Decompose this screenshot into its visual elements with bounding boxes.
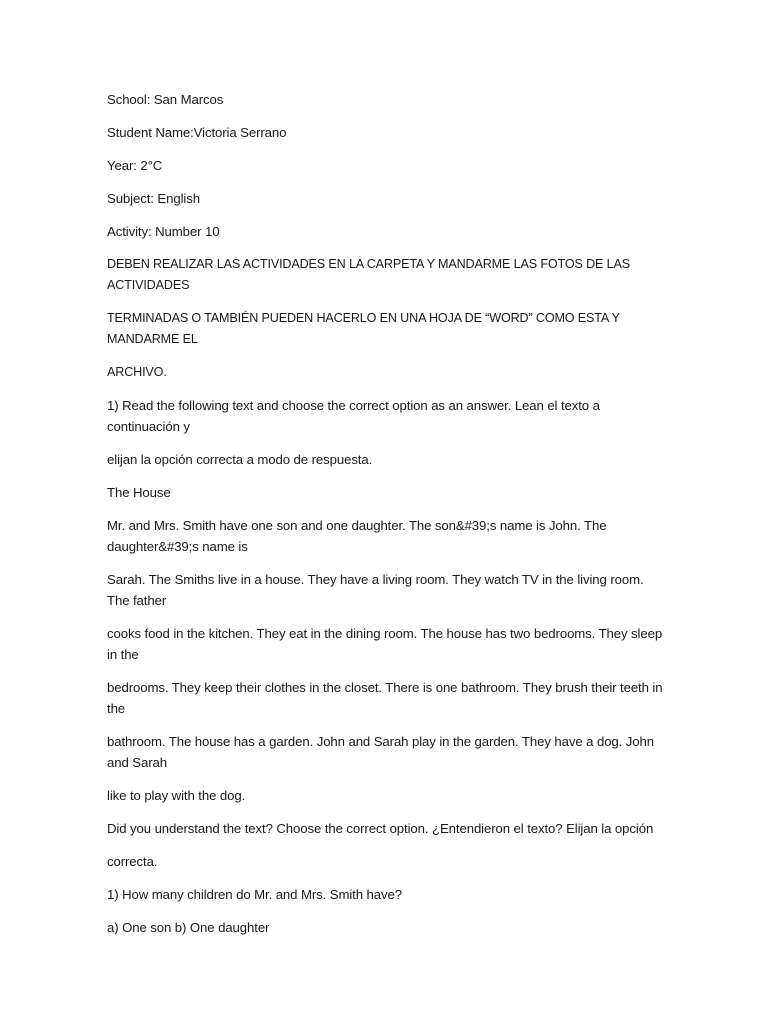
document-page (107, 89, 667, 950)
comprehension-prompt-1: Did you understand the text? Choose the correct option. ¿Entendieron el texto? Elijan la opción (107, 821, 654, 836)
reading-paragraph-1: Mr. and Mrs. Smith have one son and one daughter. The son&#39;s name is John. The daughter&#39;s name is (107, 518, 607, 554)
student-name-line: Student Name:Victoria Serrano (107, 125, 287, 140)
year-line: Year: 2°C (107, 158, 163, 173)
reading-paragraph-3: cooks food in the kitchen. They eat in the dining room. The house has two bedrooms. They sleep in the (107, 626, 663, 662)
reading-title: The House (107, 485, 171, 500)
question-1: 1) How many children do Mr. and Mrs. Smith have? (107, 887, 402, 902)
subject-line: Subject: English (107, 191, 200, 206)
exercise-instruction-2: elijan la opción correcta a modo de respuesta. (107, 452, 373, 467)
instructions-line-1: DEBEN REALIZAR LAS ACTIVIDADES EN LA CARPETA Y MANDARME LAS FOTOS DE LAS ACTIVIDADES (107, 257, 630, 292)
activity-line: Activity: Number 10 (107, 224, 220, 239)
instructions-line-3: ARCHIVO. (107, 365, 167, 379)
reading-paragraph-6: like to play with the dog. (107, 788, 246, 803)
question-1-options: a) One son b) One daughter (107, 920, 270, 935)
comprehension-prompt-2: correcta. (107, 854, 158, 869)
instructions-line-2: TERMINADAS O TAMBIÉN PUEDEN HACERLO EN UNA HOJA DE “WORD” COMO ESTA Y MANDARME EL (107, 311, 620, 346)
reading-paragraph-4: bedrooms. They keep their clothes in the closet. There is one bathroom. They brush their teeth in the (107, 680, 663, 716)
reading-paragraph-2: Sarah. The Smiths live in a house. They have a living room. They watch TV in the living room. The father (107, 572, 644, 608)
exercise-instruction-1: 1) Read the following text and choose the correct option as an answer. Lean el texto a continuación y (107, 398, 600, 434)
school-line: School: San Marcos (107, 92, 224, 107)
reading-paragraph-5: bathroom. The house has a garden. John and Sarah play in the garden. They have a dog. John and Sarah (107, 734, 654, 770)
